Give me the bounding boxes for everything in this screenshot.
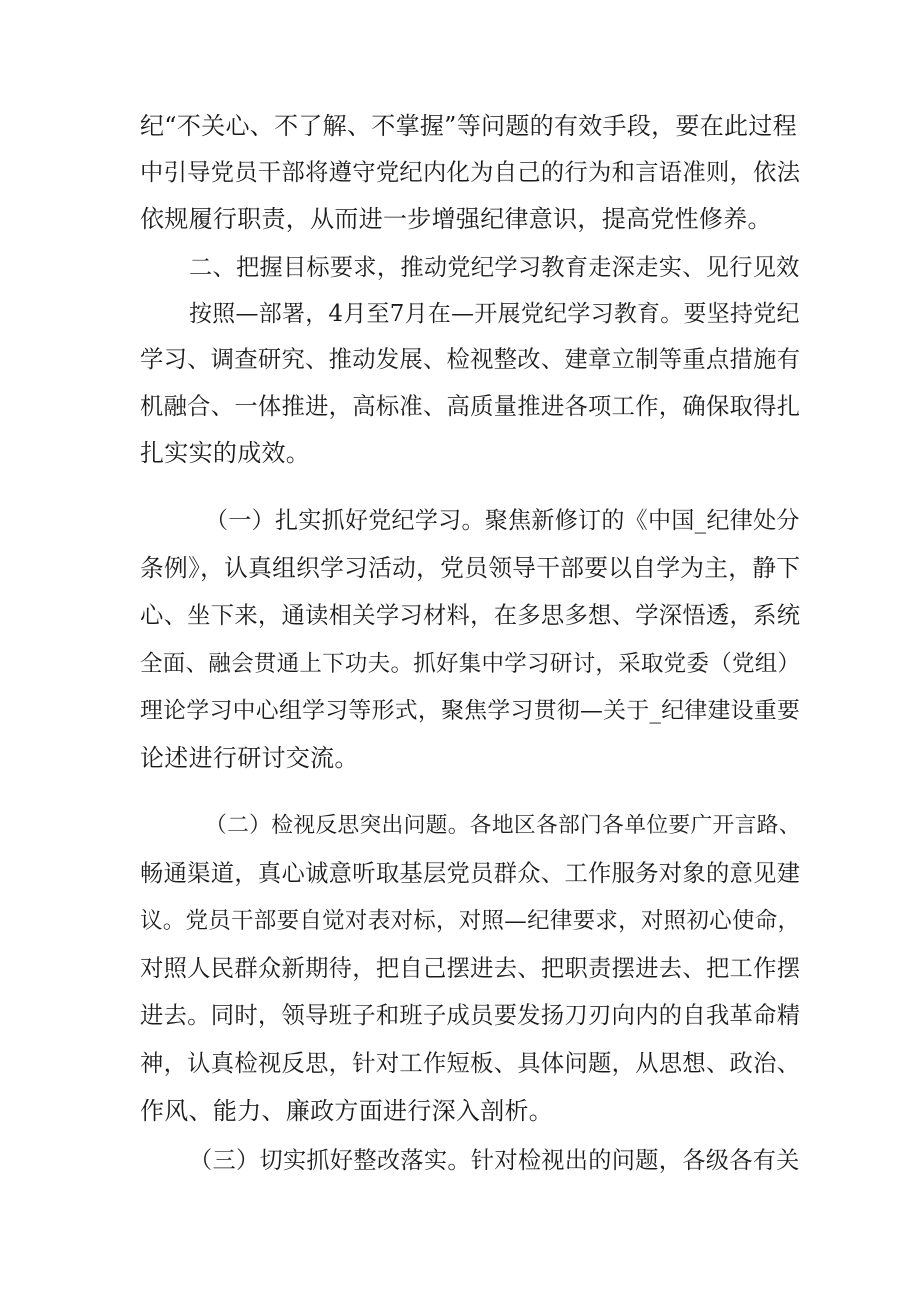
text-line: 进去。同时，领导班子和班子成员要发扬刀刃向内的自我革命精	[140, 1002, 801, 1029]
text-line: 议。党员干部要自觉对表对标，对照—纪律要求，对照初心使命，	[140, 908, 801, 934]
text-line: 神，认真检视反思，针对工作短板、具体问题，从思想、政治、	[140, 1050, 801, 1077]
text-line: 依规履行职责，从而进一步增强纪律意识，提高党性修养。	[140, 205, 772, 233]
text-line: 理论学习中心组学习等形式，聚焦学习贯彻—关于_纪律建设重要	[140, 698, 801, 724]
text-line: 学习、调查研究、推动发展、检视整改、建章立制等重点措施有	[140, 346, 801, 373]
section-heading: 二、把握目标要求，推动党纪学习教育走深走实、见行见效	[189, 254, 800, 281]
text-line: 畅通渠道，真心诚意听取基层党员群众、工作服务对象的意见建	[140, 860, 801, 887]
text-line: 纪“不关心、不了解、不掌握”等问题的有效手段，要在此过程	[140, 112, 797, 140]
text-line: 按照—部署，4月至7月在—开展党纪学习教育。要坚持党纪	[189, 301, 800, 327]
text-line: 论述进行研讨交流。	[140, 744, 359, 772]
text-line: （三）切实抓好整改落实。针对检视出的问题，各级各有关	[189, 1147, 800, 1174]
text-line: 条例》，认真组织学习活动，党员领导干部要以自学为主，静下	[140, 554, 801, 582]
text-line: 对照人民群众新期待，把自己摆进去、把职责摆进去、把工作摆	[140, 955, 801, 982]
text-line: 心、坐下来，通读相关学习材料，在多思多想、学深悟透，系统	[140, 602, 801, 629]
text-line: （二）检视反思突出问题。各地区各部门各单位要广开言路、	[205, 813, 801, 838]
text-line: 扎实实的成效。	[140, 439, 311, 467]
text-line: 机融合、一体推进，高标准、高质量推进各项工作，确保取得扎	[140, 393, 801, 420]
text-line: 作风、能力、廉政方面进行深入剖析。	[140, 1097, 554, 1125]
text-line: 中引导党员干部将遵守党纪内化为自己的行为和言语准则，依法	[140, 159, 801, 186]
text-line: 全面、融会贯通上下功夫。抓好集中学习研讨，采取党委（党组）	[140, 651, 801, 677]
text-line: （一）扎实抓好党纪学习。聚焦新修订的《中国_纪律处分	[205, 508, 800, 534]
